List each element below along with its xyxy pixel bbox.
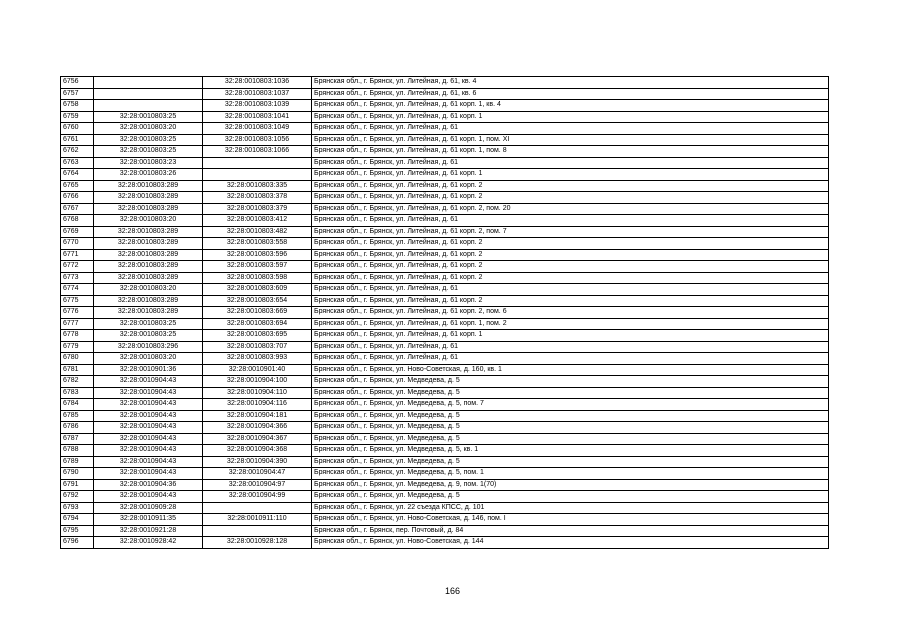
row-number-cell: 6789 [61, 456, 94, 468]
address-cell: Брянская обл., г. Брянск, ул. Литейная, д. 61, кв. 6 [312, 88, 829, 100]
object-cadastral-number-cell: 32:28:0010904:47 [203, 468, 312, 480]
address-cell: Брянская обл., г. Брянск, ул. Литейная, д. 61 корп. 1 [312, 330, 829, 342]
object-cadastral-number-cell: 32:28:0010803:1066 [203, 146, 312, 158]
land-cadastral-number-cell: 32:28:0010911:35 [94, 514, 203, 526]
land-cadastral-number-cell: 32:28:0010803:25 [94, 318, 203, 330]
land-cadastral-number-cell: 32:28:0010901:36 [94, 364, 203, 376]
address-cell: Брянская обл., г. Брянск, ул. Литейная, д. 61 корп. 1, пом. 8 [312, 146, 829, 158]
row-number-cell: 6792 [61, 491, 94, 503]
row-number-cell: 6773 [61, 272, 94, 284]
table-row [61, 491, 829, 503]
land-cadastral-number-cell: 32:28:0010803:289 [94, 295, 203, 307]
table-row [61, 318, 829, 330]
table-row [61, 192, 829, 204]
address-cell: Брянская обл., г. Брянск, ул. Литейная, д. 61 корп. 2 [312, 295, 829, 307]
row-number-cell: 6759 [61, 111, 94, 123]
object-cadastral-number-cell: 32:28:0010803:1039 [203, 100, 312, 112]
address-cell: Брянская обл., г. Брянск, ул. Литейная, д. 61 [312, 215, 829, 227]
address-cell: Брянская обл., г. Брянск, ул. Медведева, д. 5 [312, 422, 829, 434]
table-row [61, 238, 829, 250]
address-cell: Брянская обл., г. Брянск, ул. Литейная, д. 61 [312, 284, 829, 296]
table-row [61, 468, 829, 480]
address-cell: Брянская обл., г. Брянск, пер. Почтовый, д. 84 [312, 525, 829, 537]
row-number-cell: 6775 [61, 295, 94, 307]
address-cell: Брянская обл., г. Брянск, ул. Медведева, д. 5, пом. 1 [312, 468, 829, 480]
address-cell: Брянская обл., г. Брянск, ул. Литейная, д. 61 корп. 2 [312, 261, 829, 273]
row-number-cell: 6777 [61, 318, 94, 330]
table-row [61, 387, 829, 399]
land-cadastral-number-cell: 32:28:0010803:289 [94, 272, 203, 284]
table-row [61, 284, 829, 296]
land-cadastral-number-cell: 32:28:0010803:296 [94, 341, 203, 353]
object-cadastral-number-cell: 32:28:0010803:695 [203, 330, 312, 342]
address-cell: Брянская обл., г. Брянск, ул. Литейная, д. 61, кв. 4 [312, 77, 829, 89]
row-number-cell: 6767 [61, 203, 94, 215]
table-row [61, 341, 829, 353]
object-cadastral-number-cell: 32:28:0010803:609 [203, 284, 312, 296]
object-cadastral-number-cell [203, 525, 312, 537]
address-cell: Брянская обл., г. Брянск, ул. Литейная, д. 61 корп. 2 [312, 192, 829, 204]
table-row [61, 100, 829, 112]
row-number-cell: 6770 [61, 238, 94, 250]
land-cadastral-number-cell: 32:28:0010803:289 [94, 261, 203, 273]
table-row [61, 157, 829, 169]
row-number-cell: 6761 [61, 134, 94, 146]
address-cell: Брянская обл., г. Брянск, ул. Медведева, д. 5 [312, 376, 829, 388]
table-row [61, 364, 829, 376]
address-cell: Брянская обл., г. Брянск, ул. Ново-Советская, д. 144 [312, 537, 829, 549]
land-cadastral-number-cell: 32:28:0010803:26 [94, 169, 203, 181]
row-number-cell: 6771 [61, 249, 94, 261]
address-cell: Брянская обл., г. Брянск, ул. Литейная, д. 61 [312, 353, 829, 365]
row-number-cell: 6764 [61, 169, 94, 181]
table-row [61, 399, 829, 411]
land-cadastral-number-cell: 32:28:0010904:43 [94, 399, 203, 411]
row-number-cell: 6765 [61, 180, 94, 192]
object-cadastral-number-cell: 32:28:0010911:110 [203, 514, 312, 526]
address-cell: Брянская обл., г. Брянск, ул. Литейная, д. 61 корп. 2 [312, 238, 829, 250]
page-number: 166 [444, 586, 461, 596]
land-cadastral-number-cell: 32:28:0010803:289 [94, 192, 203, 204]
table-row [61, 180, 829, 192]
table-row [61, 433, 829, 445]
row-number-cell: 6794 [61, 514, 94, 526]
land-cadastral-number-cell: 32:28:0010803:25 [94, 134, 203, 146]
row-number-cell: 6793 [61, 502, 94, 514]
land-cadastral-number-cell: 32:28:0010904:43 [94, 376, 203, 388]
row-number-cell: 6795 [61, 525, 94, 537]
table-row [61, 77, 829, 89]
row-number-cell: 6782 [61, 376, 94, 388]
object-cadastral-number-cell: 32:28:0010928:128 [203, 537, 312, 549]
land-cadastral-number-cell: 32:28:0010904:43 [94, 422, 203, 434]
object-cadastral-number-cell: 32:28:0010803:694 [203, 318, 312, 330]
table-row [61, 123, 829, 135]
object-cadastral-number-cell: 32:28:0010803:669 [203, 307, 312, 319]
land-cadastral-number-cell: 32:28:0010803:25 [94, 111, 203, 123]
object-cadastral-number-cell: 32:28:0010803:379 [203, 203, 312, 215]
object-cadastral-number-cell: 32:28:0010904:367 [203, 433, 312, 445]
land-cadastral-number-cell: 32:28:0010904:43 [94, 445, 203, 457]
table-row [61, 272, 829, 284]
row-number-cell: 6784 [61, 399, 94, 411]
object-cadastral-number-cell: 32:28:0010904:181 [203, 410, 312, 422]
row-number-cell: 6768 [61, 215, 94, 227]
address-cell: Брянская обл., г. Брянск, ул. Медведева, д. 5, кв. 1 [312, 445, 829, 457]
address-cell: Брянская обл., г. Брянск, ул. Медведева, д. 5 [312, 410, 829, 422]
address-cell: Брянская обл., г. Брянск, ул. Литейная, д. 61 корп. 2, пом. 20 [312, 203, 829, 215]
object-cadastral-number-cell: 32:28:0010803:597 [203, 261, 312, 273]
address-cell: Брянская обл., г. Брянск, ул. Медведева, д. 5 [312, 456, 829, 468]
land-cadastral-number-cell: 32:28:0010904:36 [94, 479, 203, 491]
address-cell: Брянская обл., г. Брянск, ул. Литейная, д. 61 корп. 1, пом. XI [312, 134, 829, 146]
object-cadastral-number-cell: 32:28:0010803:654 [203, 295, 312, 307]
object-cadastral-number-cell: 32:28:0010904:368 [203, 445, 312, 457]
address-cell: Брянская обл., г. Брянск, ул. Литейная, д. 61 корп. 1, пом. 2 [312, 318, 829, 330]
row-number-cell: 6785 [61, 410, 94, 422]
row-number-cell: 6760 [61, 123, 94, 135]
row-number-cell: 6790 [61, 468, 94, 480]
land-cadastral-number-cell: 32:28:0010803:289 [94, 180, 203, 192]
table-row [61, 376, 829, 388]
land-cadastral-number-cell: 32:28:0010904:43 [94, 387, 203, 399]
land-cadastral-number-cell: 32:28:0010803:20 [94, 123, 203, 135]
object-cadastral-number-cell: 32:28:0010904:100 [203, 376, 312, 388]
row-number-cell: 6796 [61, 537, 94, 549]
row-number-cell: 6756 [61, 77, 94, 89]
land-cadastral-number-cell: 32:28:0010803:289 [94, 307, 203, 319]
table-row [61, 353, 829, 365]
object-cadastral-number-cell: 32:28:0010904:97 [203, 479, 312, 491]
address-cell: Брянская обл., г. Брянск, ул. Медведева, д. 9, пом. 1(70) [312, 479, 829, 491]
address-cell: Брянская обл., г. Брянск, ул. Медведева, д. 5 [312, 433, 829, 445]
row-number-cell: 6757 [61, 88, 94, 100]
table-row [61, 249, 829, 261]
address-cell: Брянская обл., г. Брянск, ул. Литейная, д. 61 корп. 1 [312, 111, 829, 123]
row-number-cell: 6758 [61, 100, 94, 112]
row-number-cell: 6788 [61, 445, 94, 457]
table-row [61, 422, 829, 434]
table-row [61, 514, 829, 526]
row-number-cell: 6772 [61, 261, 94, 273]
address-cell: Брянская обл., г. Брянск, ул. Ново-Советская, д. 146, пом. I [312, 514, 829, 526]
land-cadastral-number-cell: 32:28:0010803:289 [94, 238, 203, 250]
object-cadastral-number-cell: 32:28:0010803:1041 [203, 111, 312, 123]
address-cell: Брянская обл., г. Брянск, ул. Медведева, д. 5 [312, 491, 829, 503]
row-number-cell: 6787 [61, 433, 94, 445]
row-number-cell: 6791 [61, 479, 94, 491]
object-cadastral-number-cell: 32:28:0010904:99 [203, 491, 312, 503]
row-number-cell: 6769 [61, 226, 94, 238]
object-cadastral-number-cell: 32:28:0010904:110 [203, 387, 312, 399]
row-number-cell: 6776 [61, 307, 94, 319]
table-row [61, 226, 829, 238]
table-row [61, 146, 829, 158]
object-cadastral-number-cell: 32:28:0010803:1037 [203, 88, 312, 100]
land-cadastral-number-cell: 32:28:0010904:43 [94, 468, 203, 480]
table-row [61, 134, 829, 146]
row-number-cell: 6766 [61, 192, 94, 204]
address-cell: Брянская обл., г. Брянск, ул. Литейная, д. 61 корп. 2, пом. 7 [312, 226, 829, 238]
object-cadastral-number-cell: 32:28:0010803:596 [203, 249, 312, 261]
table-row [61, 502, 829, 514]
land-cadastral-number-cell [94, 88, 203, 100]
table-row [61, 445, 829, 457]
land-cadastral-number-cell [94, 77, 203, 89]
row-number-cell: 6779 [61, 341, 94, 353]
object-cadastral-number-cell: 32:28:0010803:378 [203, 192, 312, 204]
land-cadastral-number-cell: 32:28:0010803:20 [94, 353, 203, 365]
land-cadastral-number-cell: 32:28:0010803:289 [94, 226, 203, 238]
row-number-cell: 6786 [61, 422, 94, 434]
object-cadastral-number-cell: 32:28:0010803:1056 [203, 134, 312, 146]
address-cell: Брянская обл., г. Брянск, ул. Литейная, д. 61 корп. 2 [312, 180, 829, 192]
object-cadastral-number-cell [203, 502, 312, 514]
table-row [61, 295, 829, 307]
table-row [61, 215, 829, 227]
object-cadastral-number-cell: 32:28:0010803:412 [203, 215, 312, 227]
table-row [61, 88, 829, 100]
table-row [61, 203, 829, 215]
table-body [61, 77, 829, 549]
address-cell: Брянская обл., г. Брянск, ул. Литейная, д. 61 [312, 341, 829, 353]
land-cadastral-number-cell: 32:28:0010803:25 [94, 146, 203, 158]
address-cell: Брянская обл., г. Брянск, ул. Литейная, д. 61 [312, 123, 829, 135]
object-cadastral-number-cell: 32:28:0010803:558 [203, 238, 312, 250]
object-cadastral-number-cell [203, 157, 312, 169]
object-cadastral-number-cell: 32:28:0010803:707 [203, 341, 312, 353]
land-cadastral-number-cell: 32:28:0010803:23 [94, 157, 203, 169]
row-number-cell: 6762 [61, 146, 94, 158]
table-row [61, 456, 829, 468]
land-cadastral-number-cell: 32:28:0010803:289 [94, 249, 203, 261]
address-cell: Брянская обл., г. Брянск, ул. Литейная, д. 61 корп. 2 [312, 249, 829, 261]
land-cadastral-number-cell: 32:28:0010904:43 [94, 433, 203, 445]
land-cadastral-number-cell: 32:28:0010921:28 [94, 525, 203, 537]
land-cadastral-number-cell: 32:28:0010803:25 [94, 330, 203, 342]
address-cell: Брянская обл., г. Брянск, ул. Медведева, д. 5 [312, 387, 829, 399]
object-cadastral-number-cell: 32:28:0010901:40 [203, 364, 312, 376]
object-cadastral-number-cell: 32:28:0010803:1036 [203, 77, 312, 89]
table-row [61, 330, 829, 342]
row-number-cell: 6783 [61, 387, 94, 399]
object-cadastral-number-cell: 32:28:0010803:993 [203, 353, 312, 365]
table-row [61, 537, 829, 549]
object-cadastral-number-cell: 32:28:0010803:598 [203, 272, 312, 284]
row-number-cell: 6763 [61, 157, 94, 169]
address-cell: Брянская обл., г. Брянск, ул. Литейная, д. 61 корп. 1 [312, 169, 829, 181]
address-cell: Брянская обл., г. Брянск, ул. Литейная, д. 61 корп. 1, кв. 4 [312, 100, 829, 112]
address-cell: Брянская обл., г. Брянск, ул. Литейная, д. 61 корп. 2, пом. 6 [312, 307, 829, 319]
row-number-cell: 6774 [61, 284, 94, 296]
row-number-cell: 6780 [61, 353, 94, 365]
land-cadastral-number-cell: 32:28:0010904:43 [94, 491, 203, 503]
table-row [61, 111, 829, 123]
land-cadastral-number-cell: 32:28:0010909:28 [94, 502, 203, 514]
object-cadastral-number-cell: 32:28:0010904:390 [203, 456, 312, 468]
land-cadastral-number-cell [94, 100, 203, 112]
land-cadastral-number-cell: 32:28:0010803:289 [94, 203, 203, 215]
row-number-cell: 6781 [61, 364, 94, 376]
address-cell: Брянская обл., г. Брянск, ул. Ново-Советская, д. 160, кв. 1 [312, 364, 829, 376]
row-number-cell: 6778 [61, 330, 94, 342]
address-cell: Брянская обл., г. Брянск, ул. Литейная, д. 61 [312, 157, 829, 169]
address-cell: Брянская обл., г. Брянск, ул. 22 съезда КПСС, д. 101 [312, 502, 829, 514]
object-cadastral-number-cell [203, 169, 312, 181]
table-row [61, 525, 829, 537]
object-cadastral-number-cell: 32:28:0010803:482 [203, 226, 312, 238]
land-cadastral-number-cell: 32:28:0010803:20 [94, 215, 203, 227]
object-cadastral-number-cell: 32:28:0010803:335 [203, 180, 312, 192]
table-row [61, 307, 829, 319]
object-cadastral-number-cell: 32:28:0010803:1049 [203, 123, 312, 135]
cadastral-table [60, 76, 829, 549]
land-cadastral-number-cell: 32:28:0010904:43 [94, 410, 203, 422]
address-cell: Брянская обл., г. Брянск, ул. Литейная, д. 61 корп. 2 [312, 272, 829, 284]
object-cadastral-number-cell: 32:28:0010904:366 [203, 422, 312, 434]
table-row [61, 479, 829, 491]
land-cadastral-number-cell: 32:28:0010928:42 [94, 537, 203, 549]
table-row [61, 261, 829, 273]
object-cadastral-number-cell: 32:28:0010904:116 [203, 399, 312, 411]
land-cadastral-number-cell: 32:28:0010904:43 [94, 456, 203, 468]
table-row [61, 410, 829, 422]
address-cell: Брянская обл., г. Брянск, ул. Медведева, д. 5, пом. 7 [312, 399, 829, 411]
table-row [61, 169, 829, 181]
land-cadastral-number-cell: 32:28:0010803:20 [94, 284, 203, 296]
